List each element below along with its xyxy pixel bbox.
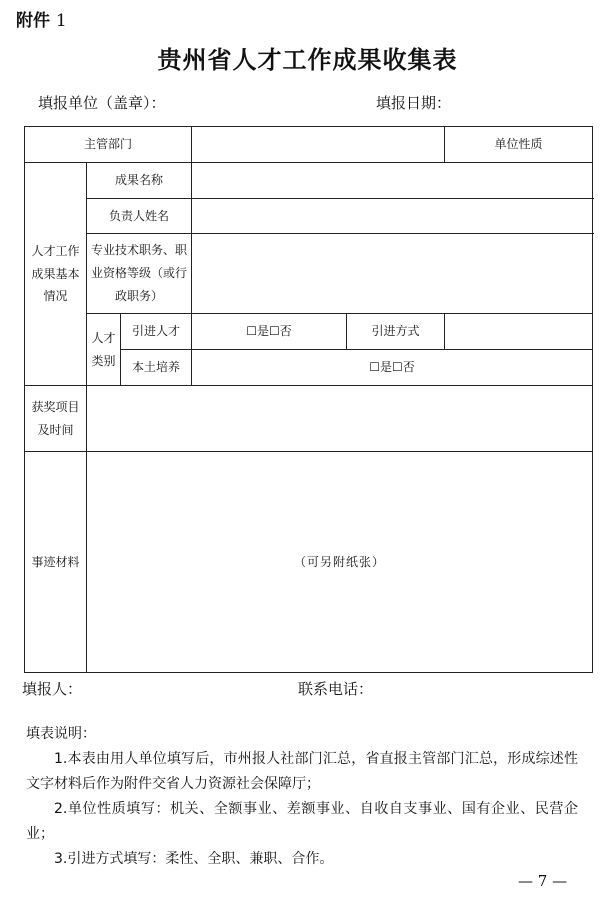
table-row (25, 127, 593, 163)
achievement-name-label: 成果名称 (87, 163, 192, 199)
introduced-options[interactable]: ☐是☐否 (192, 314, 347, 350)
table-row (25, 163, 593, 199)
table-row (25, 234, 593, 314)
page-number: — 7 — (518, 872, 568, 890)
attachment-label (16, 6, 67, 31)
table-row (25, 199, 593, 234)
deeds-cell[interactable] (87, 452, 593, 673)
local-options[interactable]: ☐是☐否 (192, 350, 593, 386)
person-name-cell[interactable] (192, 199, 593, 234)
local-label: 本土培养 (121, 350, 192, 386)
person-name-label: 负责人姓名 (87, 199, 192, 234)
date-label: 填报日期： (376, 94, 452, 112)
attachment-number: 1 (55, 11, 67, 31)
introduced-label: 引进人才 (121, 314, 192, 350)
instruction-item: 3.引进方式填写：柔性、全职、兼职、合作。 (54, 851, 334, 867)
form-title: 贵州省人才工作成果收集表 (157, 46, 458, 74)
achievement-form-table (24, 126, 593, 673)
table-row (25, 386, 593, 452)
attachment-text: 附件 (16, 11, 50, 31)
intro-method-label: 引进方式 (347, 314, 445, 350)
dept-value-cell[interactable] (192, 127, 445, 163)
deeds-label: 事迹材料 (25, 452, 87, 673)
award-label: 获奖项目及时间 (25, 386, 87, 452)
instructions-heading: 填表说明： (26, 726, 96, 742)
category-label: 人才类别 (87, 314, 121, 386)
award-cell[interactable] (87, 386, 593, 452)
dept-label: 主管部门 (25, 127, 192, 163)
title-label: 专业技术职务、职业资格等级（或行政职务） (87, 234, 192, 314)
instruction-item: 2.单位性质填写：机关、全额事业、差额事业、自收自支事业、国有企业、民营企业； (26, 801, 578, 842)
phone-label: 联系电话： (298, 680, 374, 698)
intro-method-cell[interactable] (445, 314, 593, 350)
instruction-item: 1.本表由用人单位填写后，市州报人社部门汇总，省直报主管部门汇总，形成综述性文字材料后作为附件交省人力资源社会保障厅； (26, 751, 578, 792)
achievement-name-cell[interactable] (192, 163, 593, 199)
section-label: 人才工作成果基本情况 (25, 163, 87, 386)
table-row (25, 452, 593, 673)
table-row (25, 314, 593, 350)
title-cell[interactable] (192, 234, 593, 314)
filler-label: 填报人： (22, 680, 83, 698)
deeds-note: （可另附纸张） (294, 554, 386, 569)
instructions (26, 722, 578, 872)
unit-nature-label: 单位性质 (445, 127, 593, 163)
unit-label: 填报单位（盖章）： (38, 94, 166, 112)
